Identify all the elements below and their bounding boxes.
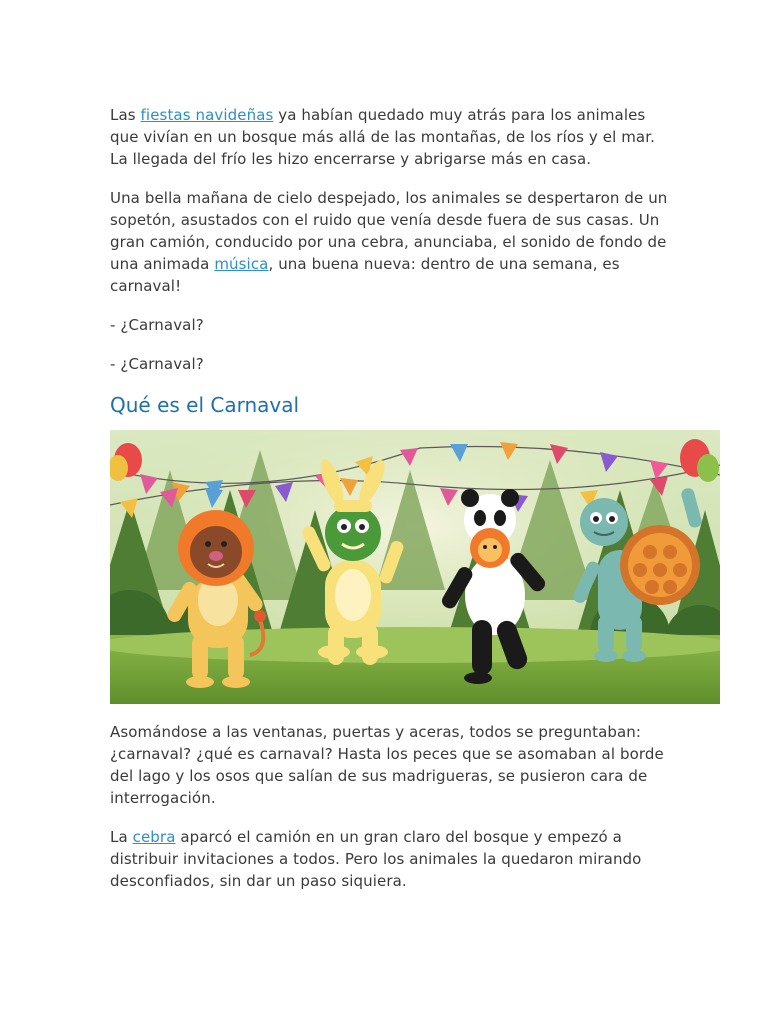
paragraph-2 — [110, 187, 670, 297]
link-musica[interactable]: música — [214, 255, 269, 273]
paragraph-6-text-start: La — [110, 828, 133, 846]
paragraph-4: - ¿Carnaval? — [110, 355, 204, 373]
paragraph-5: Asomándose a las ventanas, puertas y aceras, todos se preguntaban: ¿carnaval? ¿qué es carnaval? Hasta los peces que se asomaban al borde del lago y los osos que salían de sus madrigueras, se pusieron cara de interrogación. — [110, 723, 664, 807]
paragraph-6-text-end: aparcó el camión en un gran claro del bosque y empezó a distribuir invitaciones a todos. Pero los animales la quedaron mirando desconfiados, sin dar un paso siquiera. — [110, 828, 642, 890]
paragraph-2-text-start: Una bella mañana de cielo despejado, los animales se despertaron de un sopetón, asustados con el ruido que venía desde fuera de sus casas. Un gran camión, conducido por una cebra, anunciaba, el sonido de fondo de una animada — [110, 189, 668, 273]
paragraph-3: - ¿Carnaval? — [110, 316, 204, 334]
link-fiestas-navidenas[interactable]: fiestas navideñas — [140, 106, 274, 124]
paragraph-1-text-start: Las — [110, 106, 141, 124]
article-body — [110, 104, 670, 909]
carnival-animals-illustration — [110, 430, 720, 704]
section-heading: Qué es el Carnaval — [110, 393, 300, 417]
paragraph-6 — [110, 826, 670, 892]
paragraph-2-text-end: , una buena nueva: dentro de una semana, es carnaval! — [110, 255, 620, 295]
paragraph-1-text-end: ya habían quedado muy atrás para los animales que vivían en un bosque más allá de las montañas, de los ríos y el mar. La llegada del frío les hizo encerrarse y abrigarse más en casa. — [110, 106, 655, 168]
paragraph-1 — [110, 104, 670, 170]
link-cebra[interactable]: cebra — [132, 828, 176, 846]
